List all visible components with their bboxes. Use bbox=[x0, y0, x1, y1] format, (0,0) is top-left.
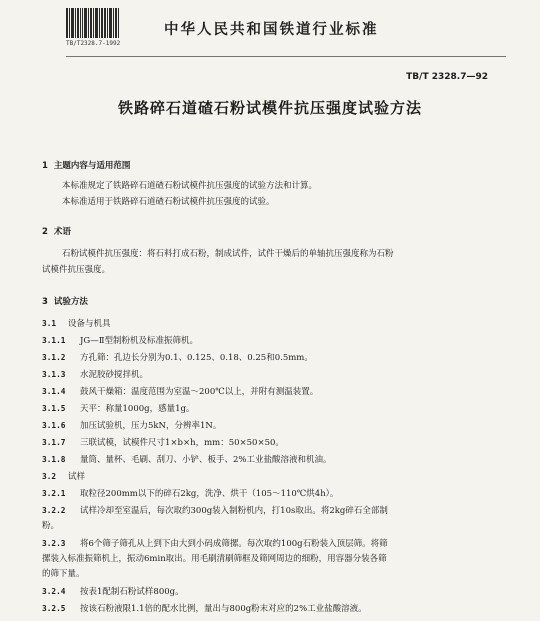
clause-text: 方孔筛：孔边长分别为0.1、0.125、0.18、0.25和0.5mm。 bbox=[80, 353, 313, 363]
clause bbox=[42, 488, 338, 500]
section-2-heading bbox=[42, 226, 71, 238]
standard-logo bbox=[66, 8, 126, 38]
standard-number: TB/T 2328.7—92 bbox=[406, 72, 488, 82]
standard-header bbox=[66, 8, 506, 54]
clause-number: 3.2.5 bbox=[42, 604, 66, 613]
clause-number: 3.1 bbox=[42, 319, 57, 328]
clause bbox=[42, 335, 198, 347]
clause bbox=[42, 420, 221, 432]
clause bbox=[42, 505, 388, 517]
section-3-heading bbox=[42, 296, 88, 308]
clause-text: 将6个筛子筛孔从上到下由大到小码成筛摞。每次取约100g石粉装入顶层筛。将筛 bbox=[80, 539, 388, 549]
clause-number: 3.1.3 bbox=[42, 370, 66, 379]
clause-number: 3.2.3 bbox=[42, 539, 66, 548]
section-title: 主题内容与适用范围 bbox=[53, 161, 131, 171]
clause bbox=[42, 352, 313, 364]
paragraph: 本标准适用于铁路碎石道碴石粉试模件抗压强度的试验。 bbox=[62, 197, 275, 207]
clause bbox=[42, 586, 184, 598]
clause-number: 3.1.6 bbox=[42, 421, 66, 430]
section-number: 3 bbox=[42, 297, 48, 307]
clause bbox=[42, 454, 332, 466]
clause-text: 按表1配制石粉试样800g。 bbox=[80, 587, 184, 597]
clause-number: 3.1.5 bbox=[42, 404, 66, 413]
clause-number: 3.1.2 bbox=[42, 353, 66, 362]
organization-name: 中华人民共和国铁道行业标准 bbox=[164, 22, 379, 38]
clause-text: 设备与机具 bbox=[68, 319, 111, 329]
clause-text: 量筒、量杯、毛刷、刮刀、小铲、板手、2%工业盐酸溶液和机油。 bbox=[80, 455, 332, 465]
section-title: 试验方法 bbox=[53, 297, 88, 307]
clause-number: 3.1.7 bbox=[42, 438, 66, 447]
clause-text: 鼓风干燥箱：温度范围为室温～200℃以上，并附有测温装置。 bbox=[80, 387, 319, 397]
clause-continuation: 粉。 bbox=[42, 521, 60, 531]
clause-text: 加压试验机，压力5kN，分辨率1N。 bbox=[80, 421, 222, 431]
clause-number: 3.2.4 bbox=[42, 587, 66, 596]
clause-number: 3.1.4 bbox=[42, 387, 66, 396]
clause bbox=[42, 538, 388, 550]
paragraph: 本标准规定了铁路碎石道碴石粉试模件抗压强度的试验方法和计算。 bbox=[62, 181, 318, 191]
section-1-heading bbox=[42, 160, 130, 172]
document-title: 铁路碎石道碴石粉试模件抗压强度试验方法 bbox=[117, 99, 422, 117]
clause-text: JG—Ⅱ型制粉机及标准振筛机。 bbox=[80, 336, 198, 346]
clause-number: 3.1.1 bbox=[42, 336, 66, 345]
section-title: 术语 bbox=[53, 227, 71, 237]
clause-text: 试样冷却至室温后，每次取约300g装入制粉机内，打10s取出。将2kg碎石全部制 bbox=[80, 506, 388, 516]
clause-text: 水泥胶砂搅拌机。 bbox=[80, 370, 149, 380]
clause bbox=[42, 403, 194, 415]
section-number: 1 bbox=[42, 161, 48, 171]
clause-text: 试样 bbox=[68, 472, 86, 482]
clause bbox=[42, 386, 318, 398]
paragraph: 石粉试模件抗压强度：将石料打成石粉，制成试件，试件干燥后的单轴抗压强度称为石粉 bbox=[62, 249, 394, 259]
standard-code-small: TB/T2328.7-1992 bbox=[66, 40, 121, 47]
clause bbox=[42, 437, 284, 449]
clause-text: 取粒径200mm以下的碎石2kg，洗净、烘干（105～110℃烘4h）。 bbox=[80, 489, 339, 499]
clause-continuation: 摞装入标准振筛机上，振动6min取出。用毛刷清刷筛框及筛网周边的细粉，用容器分装各筛 bbox=[42, 554, 387, 564]
paragraph: 试模件抗压强度。 bbox=[42, 265, 111, 275]
clause bbox=[42, 471, 85, 483]
clause-text: 天平：称量1000g，感量1g。 bbox=[80, 404, 195, 414]
clause-number: 3.2.1 bbox=[42, 489, 66, 498]
clause bbox=[42, 318, 111, 330]
clause-continuation: 的筛下量。 bbox=[42, 569, 85, 579]
clause-text: 三联试模，试模件尺寸1×b×h，mm：50×50×50。 bbox=[80, 438, 284, 448]
clause-number: 3.1.8 bbox=[42, 455, 66, 464]
header-divider bbox=[66, 56, 506, 57]
clause-number: 3.2.2 bbox=[42, 506, 66, 515]
clause bbox=[42, 369, 148, 381]
clause bbox=[42, 603, 367, 615]
clause-text: 按该石粉液限1.1倍的配水比例，量出与800g粉末对应的2%工业盐酸溶液。 bbox=[80, 604, 367, 614]
section-number: 2 bbox=[42, 227, 48, 237]
clause-number: 3.2 bbox=[42, 472, 57, 481]
